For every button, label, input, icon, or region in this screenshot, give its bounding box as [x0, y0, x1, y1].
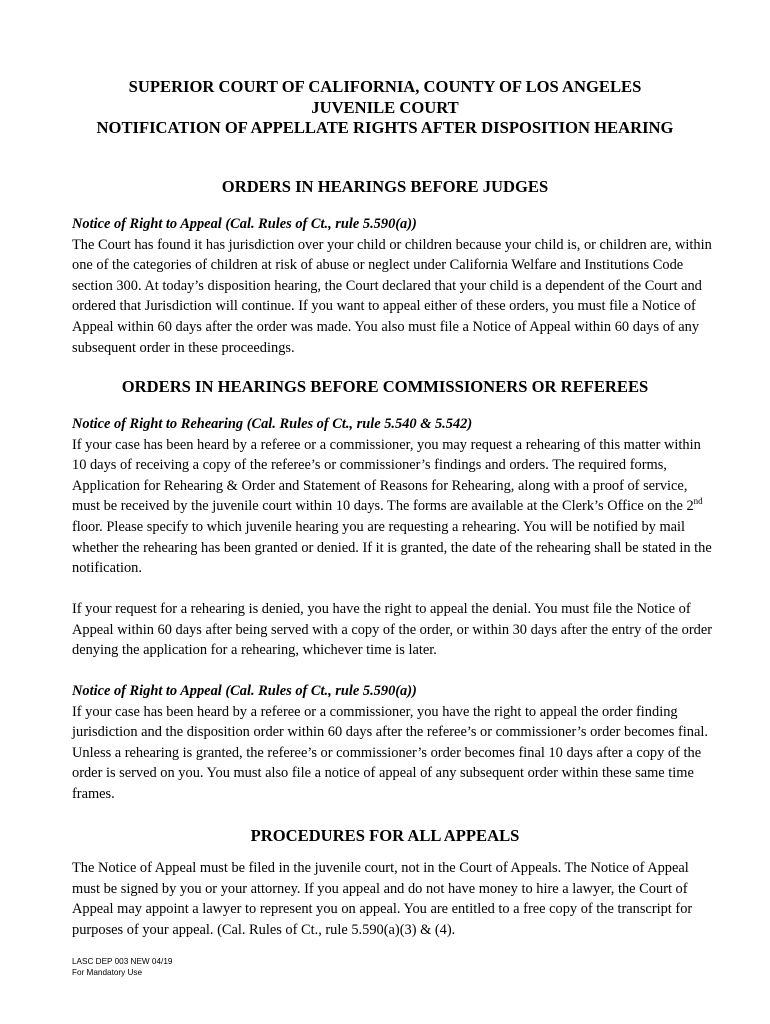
judges-appeal-text: The Court has found it has jurisdiction over your child or children because your child is, or children are, within one of the categories of children at risk of abuse or neglect under California Welfare and Institutions Code section 300. At today’s disposition hearing, the Court declared that your child is a dependent of the Court and ordered that Jurisdiction will continue. If you want to appeal either of these orders, you must file a Notice of Appeal within 60 days after the order was made. You also must file a Notice of Appeal within 60 days of any subsequent order in these proceedings. [72, 236, 712, 356]
rehearing-notice-title: Notice of Right to Rehearing (Cal. Rules of Ct., rule 5.540 & 5.542) [72, 416, 473, 432]
document-header [0, 77, 770, 139]
commissioner-appeal-notice-title: Notice of Right to Appeal (Cal. Rules of Ct., rule 5.590(a)) [72, 683, 417, 699]
judges-section [72, 214, 712, 358]
commissioners-heading: ORDERS IN HEARINGS BEFORE COMMISSIONERS OR REFEREES [121, 377, 649, 396]
rehearing-text-part1: If your case has been heard by a referee or a commissioner, you may request a rehearing of this matter within 10 days of receiving a copy of the referee’s or commissioner’s findings and orders. The required forms, Application for Rehearing & Order and Statement of Reasons for Rehearing, along with a proof of service, must be received by the juvenile court within 10 days. The forms are available at the Clerk’s Office on the 2 [72, 436, 701, 515]
court-division: JUVENILE COURT [311, 97, 459, 117]
rehearing-text-part2: floor. Please specify to which juvenile hearing you are requesting a rehearing. You will be notified by mail whether the rehearing has been granted or denied. If it is granted, the date of the rehearing shall be stated in the notification. [72, 518, 712, 577]
court-name: SUPERIOR COURT OF CALIFORNIA, COUNTY OF LOS ANGELES [128, 77, 642, 96]
document-title: NOTIFICATION OF APPELLATE RIGHTS AFTER DISPOSITION HEARING [96, 118, 674, 137]
procedures-heading: PROCEDURES FOR ALL APPEALS [250, 826, 520, 845]
judges-heading: ORDERS IN HEARINGS BEFORE JUDGES [221, 177, 549, 196]
procedures-text: The Notice of Appeal must be filed in the juvenile court, not in the Court of Appeals. The Notice of Appeal must be signed by you or your attorney. If you appeal and do not have money to hire a lawyer, the Court of Appeal may appoint a lawyer to represent you on appeal. You are entitled to a free copy of the transcript for purposes of your appeal. (Cal. Rules of Ct., rule 5.590(a)(3) & (4). [72, 860, 693, 938]
commissioner-appeal-text: If your case has been heard by a referee or a commissioner, you have the right to appeal the order finding jurisdiction and the disposition order within 60 days after the referee’s or commissioner’s order becomes final. Unless a rehearing is granted, the referee’s or commissioner’s order becomes final 10 days after a copy of the order is served on you. You must also file a notice of appeal of any subsequent order within these same time frames. [72, 703, 708, 802]
denial-section [72, 599, 712, 661]
form-id: LASC DEP 003 NEW 04/19 [72, 957, 173, 966]
ordinal-suffix: nd [693, 496, 703, 507]
procedures-section [72, 858, 712, 940]
denial-text: If your request for a rehearing is denied, you have the right to appeal the denial. You must file the Notice of Appeal within 60 days after being served with a copy of the order, or within 30 days after the entry of the order denying the application for a rehearing, whichever time is later. [72, 601, 713, 659]
commissioner-appeal-section [72, 681, 712, 805]
judges-appeal-notice-title: Notice of Right to Appeal (Cal. Rules of Ct., rule 5.590(a)) [72, 216, 417, 232]
form-usage: For Mandatory Use [72, 968, 143, 977]
rehearing-text [72, 435, 712, 579]
rehearing-section [72, 414, 712, 579]
form-footer [72, 956, 172, 978]
